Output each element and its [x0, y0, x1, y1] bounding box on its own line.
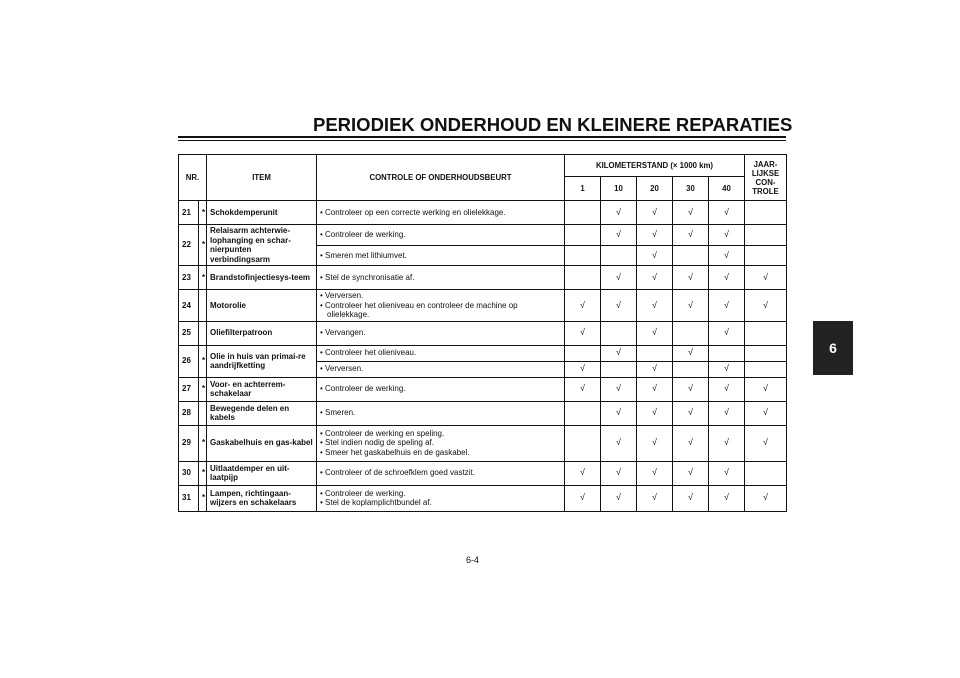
check-mark-cell	[745, 201, 787, 225]
row-number: 26	[179, 345, 199, 377]
row-item: Voor- en achterrem-schakelaar	[207, 377, 317, 401]
row-check	[317, 245, 565, 266]
check-mark-cell	[673, 245, 709, 266]
row-item: Gaskabelhuis en gas-kabel	[207, 425, 317, 461]
check-mark-cell: √	[601, 377, 637, 401]
check-item: • Controleer op een correcte werking en olielekkage.	[320, 208, 561, 218]
header-annual: JAAR- LIJKSE CON- TROLE	[745, 155, 787, 201]
check-mark-cell: √	[601, 401, 637, 425]
check-item: • Controleer het olieniveau en controleer de machine op olielekkage.	[320, 301, 561, 320]
check-mark-cell: √	[637, 425, 673, 461]
row-check	[317, 266, 565, 290]
check-mark-cell: √	[637, 266, 673, 290]
check-mark-cell: √	[637, 461, 673, 485]
table-row	[179, 401, 787, 425]
check-mark-cell: √	[565, 361, 601, 377]
table-row	[179, 485, 787, 511]
check-mark-cell: √	[637, 377, 673, 401]
check-item: • Verversen.	[320, 291, 561, 301]
check-mark-cell: √	[709, 425, 745, 461]
check-mark-cell: √	[601, 225, 637, 246]
check-mark-cell: √	[745, 425, 787, 461]
check-mark-cell	[565, 266, 601, 290]
check-item: • Stel de synchronisatie af.	[320, 273, 561, 283]
check-mark-cell: √	[709, 321, 745, 345]
page-title: PERIODIEK ONDERHOUD EN KLEINERE REPARATIES	[313, 114, 793, 135]
check-mark-cell	[601, 361, 637, 377]
check-item: • Controleer de werking en speling.	[320, 429, 561, 439]
check-mark-cell	[565, 401, 601, 425]
row-item: Oliefilterpatroon	[207, 321, 317, 345]
check-item: • Controleer het olieniveau.	[320, 348, 561, 358]
row-star: *	[199, 425, 207, 461]
table-row	[179, 461, 787, 485]
header-km: KILOMETERSTAND (× 1000 km)	[565, 155, 745, 177]
check-mark-cell: √	[601, 290, 637, 322]
row-number: 30	[179, 461, 199, 485]
check-mark-cell	[745, 361, 787, 377]
row-check	[317, 361, 565, 377]
check-mark-cell: √	[637, 225, 673, 246]
row-check	[317, 401, 565, 425]
row-number: 31	[179, 485, 199, 511]
row-item: Olie in huis van primai-re aandrijfketting	[207, 345, 317, 377]
row-star: *	[199, 266, 207, 290]
row-item: Schokdemperunit	[207, 201, 317, 225]
table-row	[179, 425, 787, 461]
row-item: Relaisarm achterwie-lophanging en schar-nierpunten verbindingsarm	[207, 225, 317, 266]
table-row	[179, 345, 787, 361]
row-check	[317, 377, 565, 401]
check-mark-cell	[709, 345, 745, 361]
check-mark-cell	[673, 321, 709, 345]
table-row	[179, 290, 787, 322]
check-mark-cell: √	[601, 201, 637, 225]
check-mark-cell: √	[745, 401, 787, 425]
header-km-40: 40	[709, 177, 745, 201]
check-mark-cell	[565, 345, 601, 361]
table-row	[179, 225, 787, 246]
table-row	[179, 201, 787, 225]
check-mark-cell: √	[637, 201, 673, 225]
row-number: 29	[179, 425, 199, 461]
row-item: Lampen, richtingaan-wijzers en schakelaars	[207, 485, 317, 511]
header-check: CONTROLE OF ONDERHOUDSBEURT	[317, 155, 565, 201]
check-mark-cell: √	[709, 290, 745, 322]
row-star: *	[199, 225, 207, 266]
check-item: • Controleer de werking.	[320, 230, 561, 240]
row-number: 21	[179, 201, 199, 225]
row-number: 23	[179, 266, 199, 290]
check-item: • Stel indien nodig de speling af.	[320, 438, 561, 448]
row-check	[317, 345, 565, 361]
check-mark-cell: √	[673, 290, 709, 322]
header-km-30: 30	[673, 177, 709, 201]
title-rule-thin	[178, 140, 786, 141]
row-number: 27	[179, 377, 199, 401]
check-mark-cell: √	[673, 201, 709, 225]
check-mark-cell	[565, 425, 601, 461]
check-mark-cell: √	[745, 485, 787, 511]
check-item: • Controleer of de schroefklem goed vastzit.	[320, 468, 561, 478]
check-item: • Smeren.	[320, 408, 561, 418]
header-nr: NR.	[179, 155, 207, 201]
check-mark-cell	[745, 245, 787, 266]
check-mark-cell	[565, 225, 601, 246]
check-mark-cell: √	[709, 485, 745, 511]
check-mark-cell: √	[709, 266, 745, 290]
row-star: *	[199, 377, 207, 401]
check-mark-cell	[745, 225, 787, 246]
check-mark-cell	[565, 245, 601, 266]
check-mark-cell: √	[709, 461, 745, 485]
check-mark-cell: √	[745, 377, 787, 401]
row-item: Motorolie	[207, 290, 317, 322]
check-mark-cell: √	[601, 461, 637, 485]
check-mark-cell: √	[565, 321, 601, 345]
check-item: • Verversen.	[320, 364, 561, 374]
check-mark-cell: √	[709, 377, 745, 401]
check-mark-cell: √	[709, 201, 745, 225]
table-row	[179, 266, 787, 290]
row-check	[317, 321, 565, 345]
row-check	[317, 425, 565, 461]
row-check	[317, 485, 565, 511]
check-mark-cell: √	[601, 266, 637, 290]
check-mark-cell: √	[673, 377, 709, 401]
row-item: Bewegende delen en kabels	[207, 401, 317, 425]
check-mark-cell: √	[637, 485, 673, 511]
check-mark-cell: √	[709, 361, 745, 377]
row-star	[199, 290, 207, 322]
title-rule	[178, 136, 786, 138]
check-mark-cell: √	[673, 225, 709, 246]
check-mark-cell: √	[709, 401, 745, 425]
check-mark-cell	[745, 461, 787, 485]
check-mark-cell: √	[745, 266, 787, 290]
check-mark-cell: √	[673, 345, 709, 361]
check-item: • Controleer de werking.	[320, 384, 561, 394]
check-mark-cell	[745, 321, 787, 345]
row-item: Brandstofinjectiesys-teem	[207, 266, 317, 290]
chapter-tab[interactable]: 6	[813, 321, 853, 375]
check-mark-cell: √	[565, 290, 601, 322]
check-item: • Smeren met lithiumvet.	[320, 251, 561, 261]
row-star: *	[199, 201, 207, 225]
check-mark-cell: √	[673, 401, 709, 425]
check-mark-cell: √	[565, 485, 601, 511]
check-mark-cell: √	[745, 290, 787, 322]
check-item: • Stel de koplamplichtbundel af.	[320, 498, 561, 508]
check-mark-cell: √	[709, 225, 745, 246]
row-star	[199, 321, 207, 345]
check-mark-cell	[601, 321, 637, 345]
table-row	[179, 321, 787, 345]
check-mark-cell: √	[601, 345, 637, 361]
row-check	[317, 225, 565, 246]
page-number: 6-4	[466, 555, 480, 565]
check-mark-cell: √	[673, 425, 709, 461]
row-star: *	[199, 485, 207, 511]
check-mark-cell	[673, 361, 709, 377]
row-star: *	[199, 345, 207, 377]
row-number: 28	[179, 401, 199, 425]
maintenance-table	[178, 154, 787, 512]
check-mark-cell: √	[673, 485, 709, 511]
check-mark-cell: √	[673, 461, 709, 485]
check-mark-cell: √	[637, 245, 673, 266]
header-km-1: 1	[565, 177, 601, 201]
row-star: *	[199, 461, 207, 485]
table-row	[179, 377, 787, 401]
header-km-20: 20	[637, 177, 673, 201]
row-check	[317, 201, 565, 225]
check-mark-cell	[637, 345, 673, 361]
check-mark-cell: √	[709, 245, 745, 266]
header-km-10: 10	[601, 177, 637, 201]
check-mark-cell: √	[601, 425, 637, 461]
check-item: • Vervangen.	[320, 328, 561, 338]
row-number: 24	[179, 290, 199, 322]
check-mark-cell: √	[565, 461, 601, 485]
row-item: Uitlaatdemper en uit-laatpijp	[207, 461, 317, 485]
check-mark-cell: √	[637, 321, 673, 345]
check-mark-cell: √	[637, 290, 673, 322]
check-mark-cell: √	[637, 361, 673, 377]
row-check	[317, 461, 565, 485]
check-mark-cell: √	[673, 266, 709, 290]
check-item: • Smeer het gaskabelhuis en de gaskabel.	[320, 448, 561, 458]
row-number: 25	[179, 321, 199, 345]
check-item: • Controleer de werking.	[320, 489, 561, 499]
row-check	[317, 290, 565, 322]
check-mark-cell: √	[601, 485, 637, 511]
row-number: 22	[179, 225, 199, 266]
check-mark-cell: √	[637, 401, 673, 425]
check-mark-cell	[565, 201, 601, 225]
check-mark-cell: √	[565, 377, 601, 401]
header-item: ITEM	[207, 155, 317, 201]
row-star	[199, 401, 207, 425]
check-mark-cell	[745, 345, 787, 361]
check-mark-cell	[601, 245, 637, 266]
